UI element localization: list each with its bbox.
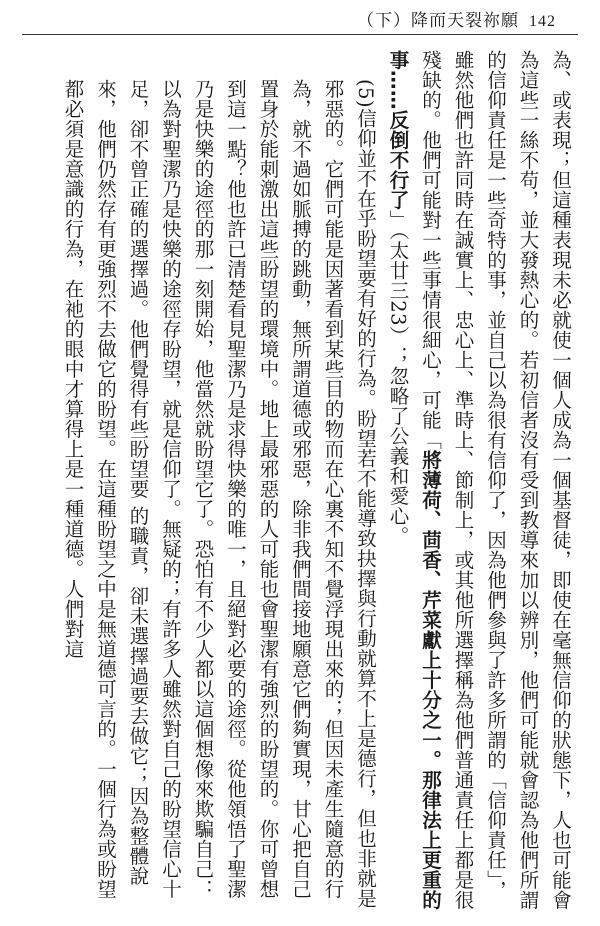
scripture-quote: 將薄荷、茴香、芹菜獻上十分之一。那律法上更重的事……反倒不行了 xyxy=(386,50,442,910)
chapter-title: （下）降而天裂祢願 xyxy=(357,11,519,31)
paragraph-1-text-b: 」（太廿三23）；忽略了公義和愛心。 xyxy=(386,210,410,547)
paragraph-2: (5)信仰並不在乎盼望要有好的行為。盼望若不能導致抉擇與行動就算不上是德行，但也非就是邪惡的。它們可能是因著看到某些目的物而在心裏不知不覺浮現出來的；但因未產生隨意的行為，就不過如脈搏的跳動，無所謂道德或邪惡，除非我們間接地願意它們夠實現，甘心把自己置身於能刺激出這些盼望的環境中。地上最邪惡的人可能也會聖潔有強烈的盼望的。你可曾想到這一點？他也許已清楚看見聖潔乃是求得快樂的唯一，且絕對必要的途徑。從他領悟了聖潔乃是快樂的途徑的那一刻開始，他當然就盼望它了。恐怕有不少人都以這個想像來欺騙自己：以為對聖潔乃是快樂的途徑存盼望，就是信仰了。無疑的；有許多人雖然對自己的盼望信心十足，卻不曾正確的選擇過。他們覺得有些盼望要 的職責，卻未選擇過要去做它；因為整體說來，他們仍然存有更強烈不去做它的盼望。在這種盼望之中是無道德可言的。一個行為或盼望都必須是意識的行為，在祂的眼中才算得上是一種道德。人們對這 xyxy=(61,79,377,909)
paragraph-1 xyxy=(381,50,576,912)
paragraph-1-text-a: 為、或表現；但這種表現未必就使一個人成為一個基督徒，即使在毫無信仰的狀態下，人也可能會為這些一絲不苟，並大發熱心的。若初信者沒有受到教導來加以辨別，他們可能就會認為他們所謂的信仰責任是一些奇特的事，並自己以為很有信仰了，因為他們參與了許多所謂的「信仰責任」，雖然他們也許同時在誠實上、忠心上、準時上、節制上，或其他所選擇稱為他們普通責任上都是很殘缺的。他們可能對一些事情很細心，可能「 xyxy=(419,50,572,910)
page-number: 142 xyxy=(529,13,556,30)
header-divider xyxy=(22,34,578,35)
vertical-body-text xyxy=(16,50,576,912)
running-header xyxy=(357,6,556,31)
